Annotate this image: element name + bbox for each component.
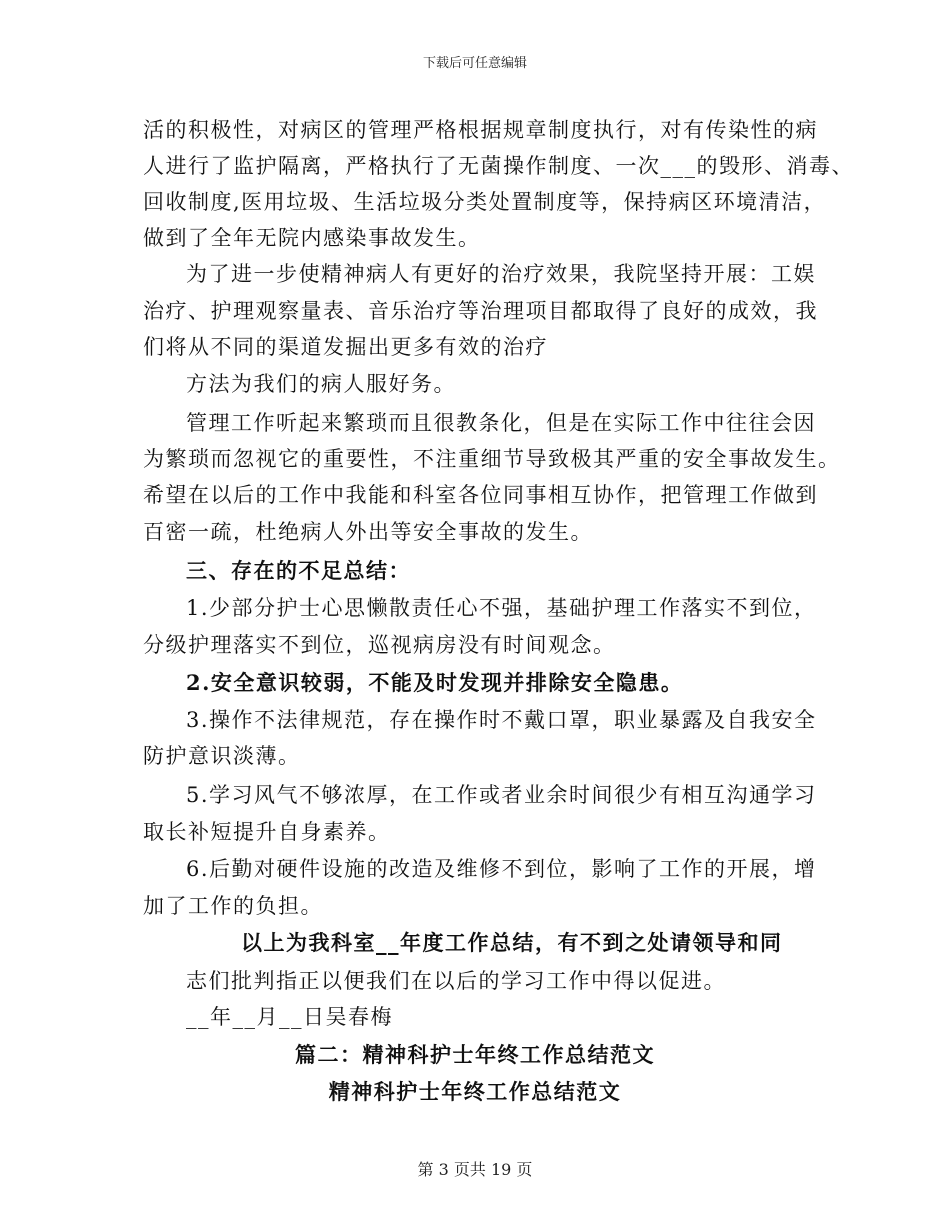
body-line: 们将从不同的渠道发掘出更多有效的治疗	[143, 335, 548, 359]
body-line: 3.操作不法律规范，存在操作时不戴口罩，职业暴露及自我安全	[186, 708, 817, 732]
body-line: 回收制度,医用垃圾、生活垃圾分类处置制度等，保持病区环境清洁，	[143, 190, 827, 214]
body-line: 管理工作听起来繁琐而且很教条化，但是在实际工作中往往会因	[186, 411, 816, 435]
section-heading: 三、存在的不足总结：	[186, 558, 411, 583]
body-line: 志们批判指正以便我们在以后的学习工作中得以促进。	[186, 969, 726, 993]
sub-title: 精神科护士年终工作总结范文	[328, 1079, 622, 1104]
body-line: 为繁琐而忽视它的重要性，不注重细节导致极其严重的安全事故发生。	[143, 447, 841, 471]
body-line: 为了进一步使精神病人有更好的治疗效果，我院坚持开展：工娱	[186, 262, 816, 286]
body-line: 治疗、护理观察量表、音乐治疗等治理项目都取得了良好的成效，我	[143, 299, 818, 323]
body-line: 做到了全年无院内感染事故发生。	[143, 226, 481, 250]
body-line: 希望在以后的工作中我能和科室各位同事相互协作，把管理工作做到	[143, 483, 818, 507]
body-line: 6.后勤对硬件设施的改造及维修不到位，影响了工作的开展，增	[186, 857, 817, 881]
body-line: 人进行了监护隔离，严格执行了无菌操作制度、一次___的毁形、消毒、	[143, 154, 854, 178]
body-line-bold: 2.安全意识较弱，不能及时发现并排除安全隐患。	[186, 670, 684, 695]
body-line: 分级护理落实不到位，巡视病房没有时间观念。	[143, 633, 616, 657]
part-two-title: 篇二：精神科护士年终工作总结范文	[295, 1042, 655, 1067]
body-line: 活的积极性，对病区的管理严格根据规章制度执行，对有传染性的病	[143, 118, 818, 142]
body-line: 加了工作的负担。	[143, 894, 323, 918]
body-line: 方法为我们的病人服好务。	[186, 372, 456, 396]
body-line: 防护意识淡薄。	[143, 744, 301, 768]
body-line: 取长补短提升自身素养。	[143, 820, 391, 844]
signature-date-line: __年__月__日吴春梅	[186, 1005, 393, 1029]
page-header: 下载后可任意编辑	[422, 56, 527, 71]
summary-line-bold: 以上为我科室__年度工作总结，有不到之处请领导和同	[241, 930, 783, 955]
body-line: 5.学习风气不够浓厚，在工作或者业余时间很少有相互沟通学习	[186, 783, 817, 807]
page-indicator: 第 3 页共 19 页	[417, 1160, 533, 1179]
body-line: 1.少部分护士心思懒散责任心不强，基础护理工作落实不到位，	[186, 596, 817, 620]
body-line: 百密一疏，杜绝病人外出等安全事故的发生。	[143, 520, 593, 544]
